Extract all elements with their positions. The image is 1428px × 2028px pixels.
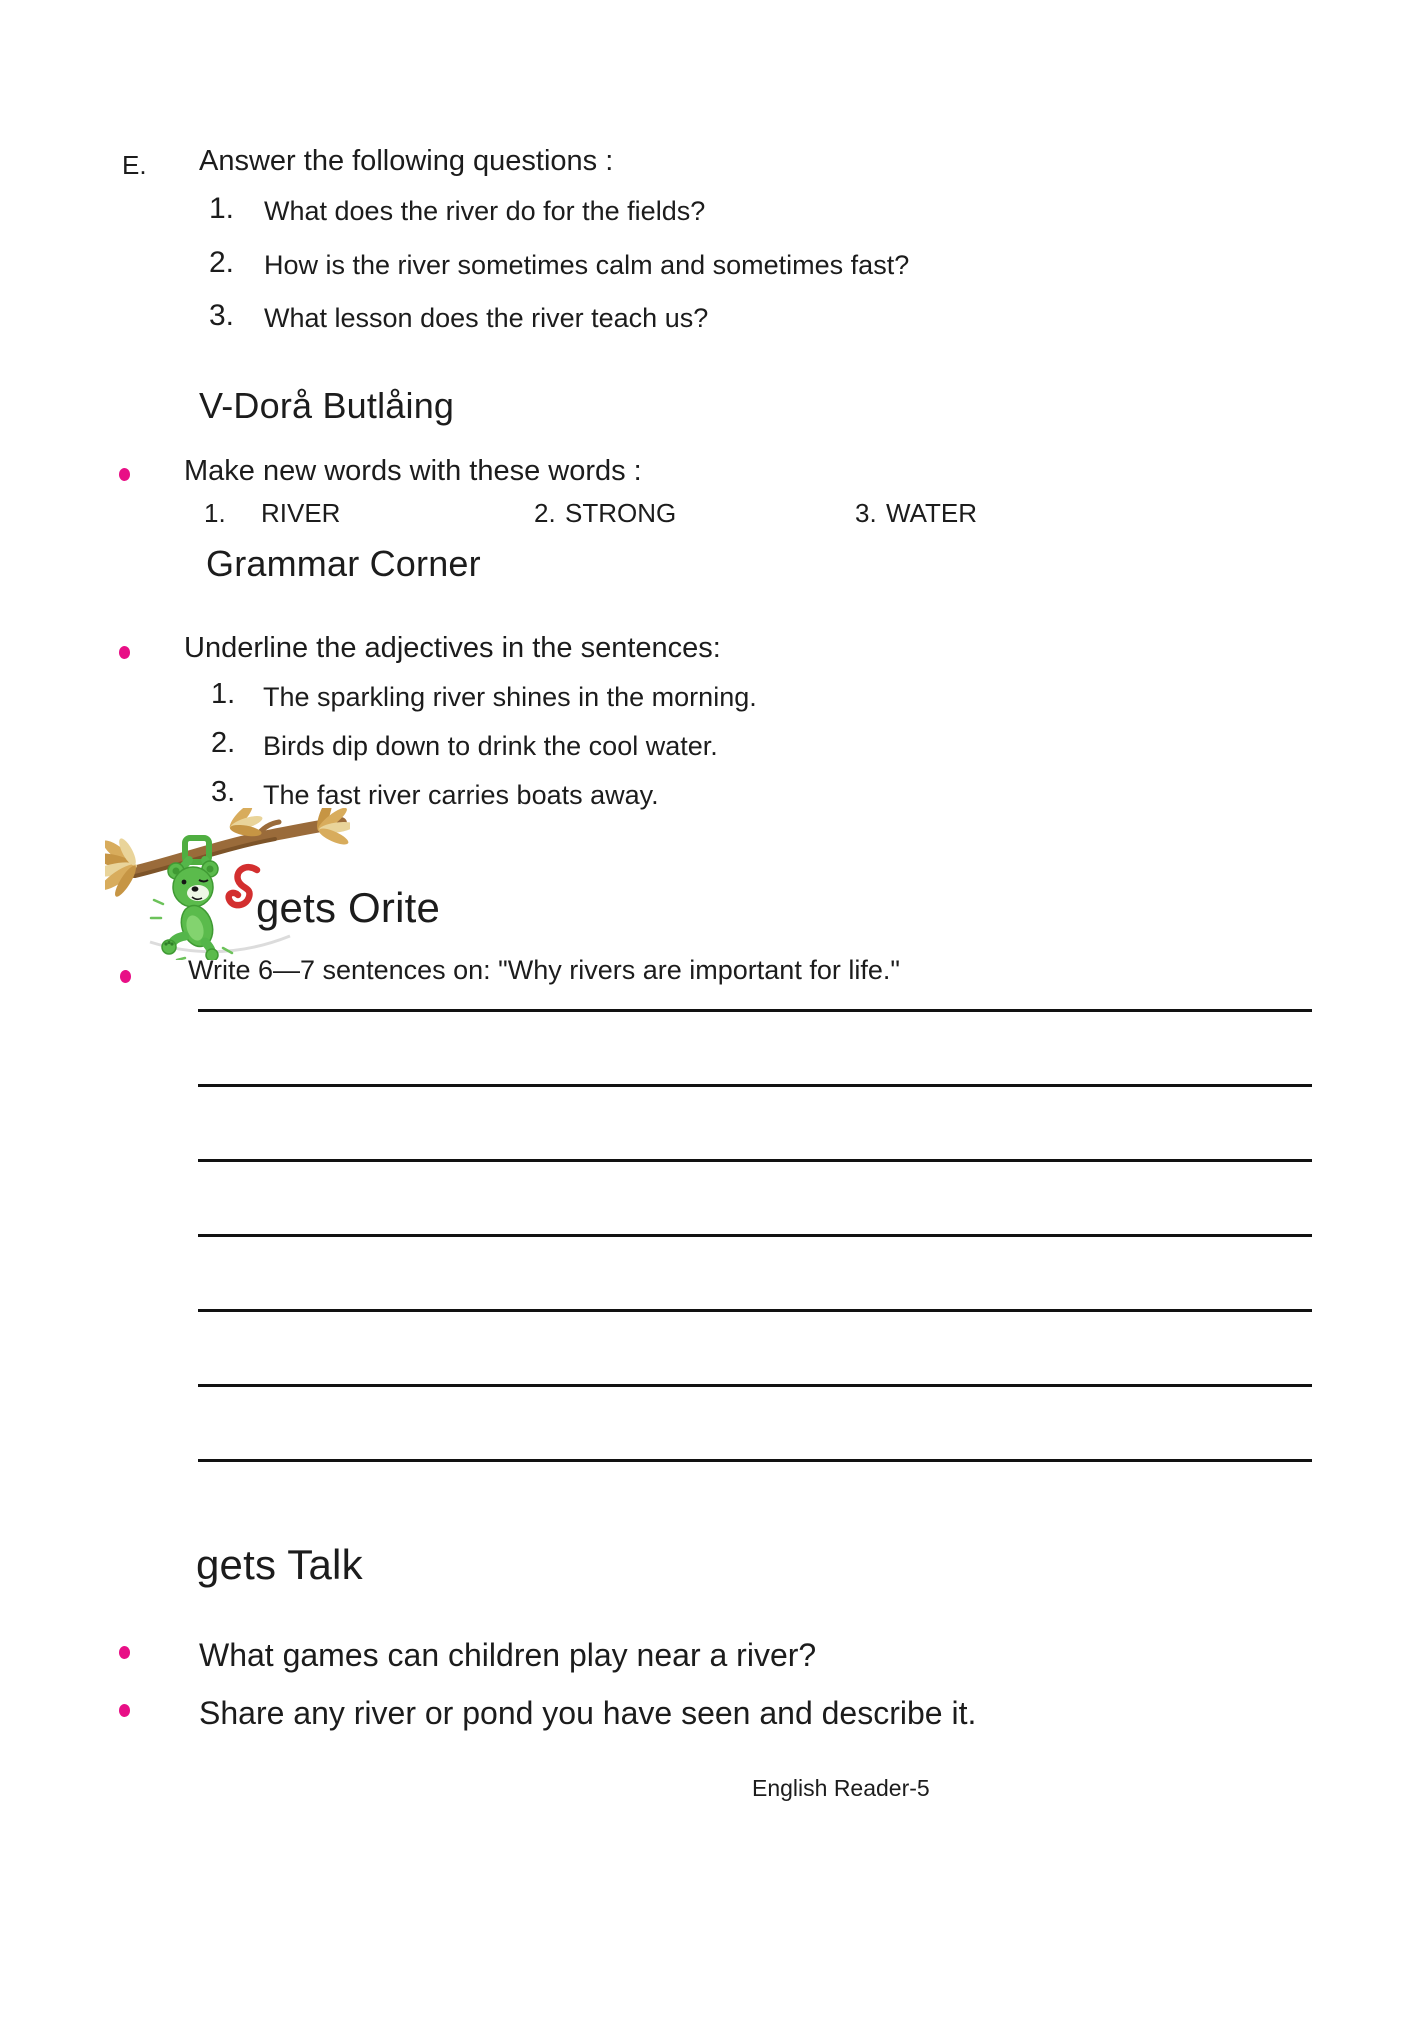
talk-heading: gets Talk	[196, 1541, 363, 1588]
sentence-text: Birds dip down to drink the cool water.	[263, 731, 718, 761]
word-building-heading: V-Dorå Butlåing	[199, 385, 455, 426]
script-letter-icon	[229, 867, 257, 905]
writing-line	[198, 1009, 1312, 1012]
word-number: 2.	[534, 498, 556, 528]
bullet-dot	[119, 646, 130, 659]
bullet-dot	[119, 1704, 130, 1717]
writing-line	[198, 1159, 1312, 1162]
section-label: E.	[122, 150, 147, 180]
question-text: What does the river do for the fields?	[264, 196, 706, 226]
question-text: How is the river sometimes calm and sometimes fast?	[264, 250, 910, 280]
section-title: Answer the following questions :	[199, 145, 614, 177]
word-building-instruction: Make new words with these words :	[184, 455, 642, 487]
talk-question: Share any river or pond you have seen and describe it.	[199, 1695, 977, 1731]
sentence-text: The fast river carries boats away.	[263, 780, 659, 810]
word-number: 3.	[855, 498, 877, 528]
question-number: 2.	[209, 246, 235, 279]
question-text: What lesson does the river teach us?	[264, 303, 709, 333]
question-number: 1.	[209, 192, 235, 225]
leaf-cluster-top	[227, 808, 264, 838]
bullet-dot	[119, 1646, 130, 1659]
word-item: RIVER	[261, 498, 341, 528]
bullet-dot	[120, 970, 131, 983]
writing-line	[198, 1309, 1312, 1312]
word-number: 1.	[204, 498, 226, 528]
page-footer: English Reader-5	[752, 1775, 930, 1801]
bear-eye	[182, 880, 187, 885]
writing-line	[198, 1384, 1312, 1387]
talk-question: What games can children play near a river?	[199, 1637, 817, 1673]
leaf-cluster-right	[314, 808, 350, 848]
question-number: 3.	[209, 299, 235, 332]
writing-line	[198, 1234, 1312, 1237]
word-item: WATER	[886, 498, 977, 528]
writing-line	[198, 1084, 1312, 1087]
grammar-instruction: Underline the adjectives in the sentences:	[184, 632, 721, 664]
sentence-number: 1.	[211, 678, 236, 710]
bear-nose	[192, 886, 199, 891]
grammar-heading: Grammar Corner	[206, 543, 481, 584]
word-item: STRONG	[565, 498, 677, 528]
writing-prompt: Write 6—7 sentences on: "Why rivers are important for life."	[188, 955, 900, 985]
writing-line	[198, 1459, 1312, 1462]
sentence-number: 2.	[211, 727, 236, 759]
bullet-dot	[119, 468, 130, 481]
sentence-text: The sparkling river shines in the morning.	[263, 682, 757, 712]
sentence-number: 3.	[211, 776, 236, 808]
writing-heading: gets Orite	[256, 884, 441, 931]
leaf-burst-left	[105, 836, 139, 899]
